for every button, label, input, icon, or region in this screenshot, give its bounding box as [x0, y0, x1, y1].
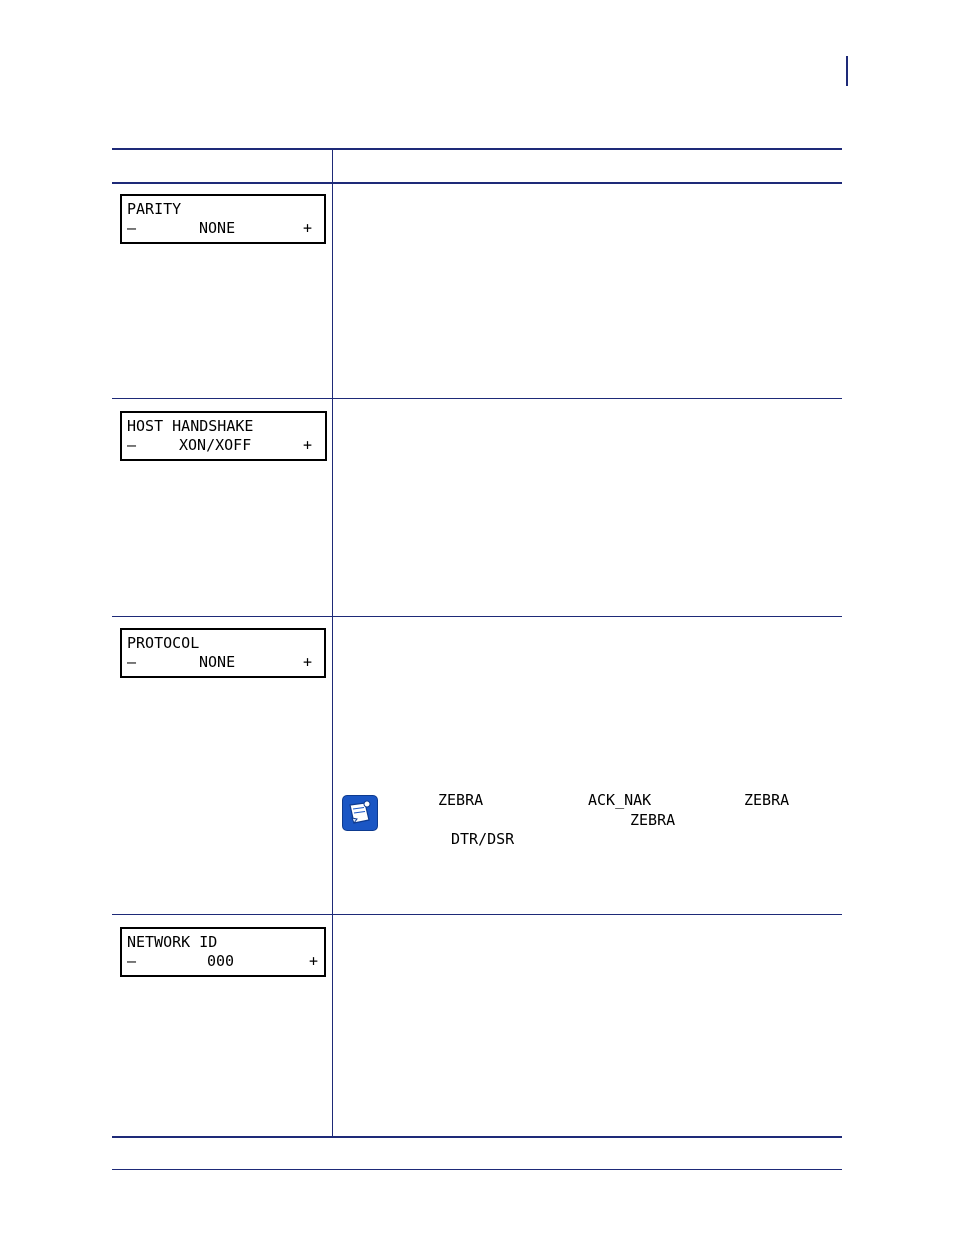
note-keyword: ZEBRA [744, 791, 790, 809]
lcd-value-line [127, 436, 315, 526]
lcd-host-handshake [120, 411, 327, 461]
row-divider [112, 616, 842, 617]
page-edge-marker [846, 56, 848, 86]
row-divider [112, 914, 842, 915]
decrease-symbol: – [127, 219, 137, 237]
lcd-value-line [127, 952, 319, 1042]
note-keyword: ACK_NAK [588, 791, 652, 809]
decrease-symbol: – [127, 436, 137, 454]
row-divider [112, 398, 842, 399]
decrease-symbol: – [127, 653, 137, 671]
lcd-protocol [120, 628, 326, 678]
note-keyword: DTR/DSR [451, 830, 515, 848]
increase-symbol: + [303, 219, 313, 237]
note-icon [342, 795, 378, 831]
table-header-rule [112, 182, 842, 184]
lcd-value: 000 [207, 952, 235, 970]
increase-symbol: + [303, 436, 313, 454]
lcd-value-line [127, 653, 314, 743]
note-keyword: ZEBRA [630, 811, 676, 829]
note-keyword: ZEBRA [438, 791, 484, 809]
increase-symbol: + [309, 952, 319, 970]
lcd-title: PARITY [127, 200, 182, 218]
table-top-rule [112, 148, 842, 150]
column-divider [332, 148, 333, 1137]
lcd-title: HOST HANDSHAKE [127, 417, 254, 435]
footer-rule [112, 1169, 842, 1170]
lcd-title: PROTOCOL [127, 634, 200, 652]
decrease-symbol: – [127, 952, 137, 970]
lcd-title: NETWORK ID [127, 933, 218, 951]
lcd-value: XON/XOFF [179, 436, 252, 454]
lcd-parity [120, 194, 326, 244]
increase-symbol: + [303, 653, 313, 671]
lcd-value-line [127, 219, 314, 309]
lcd-network-id [120, 927, 326, 977]
lcd-value: NONE [199, 653, 236, 671]
table-bottom-rule [112, 1136, 842, 1138]
lcd-value: NONE [199, 219, 236, 237]
